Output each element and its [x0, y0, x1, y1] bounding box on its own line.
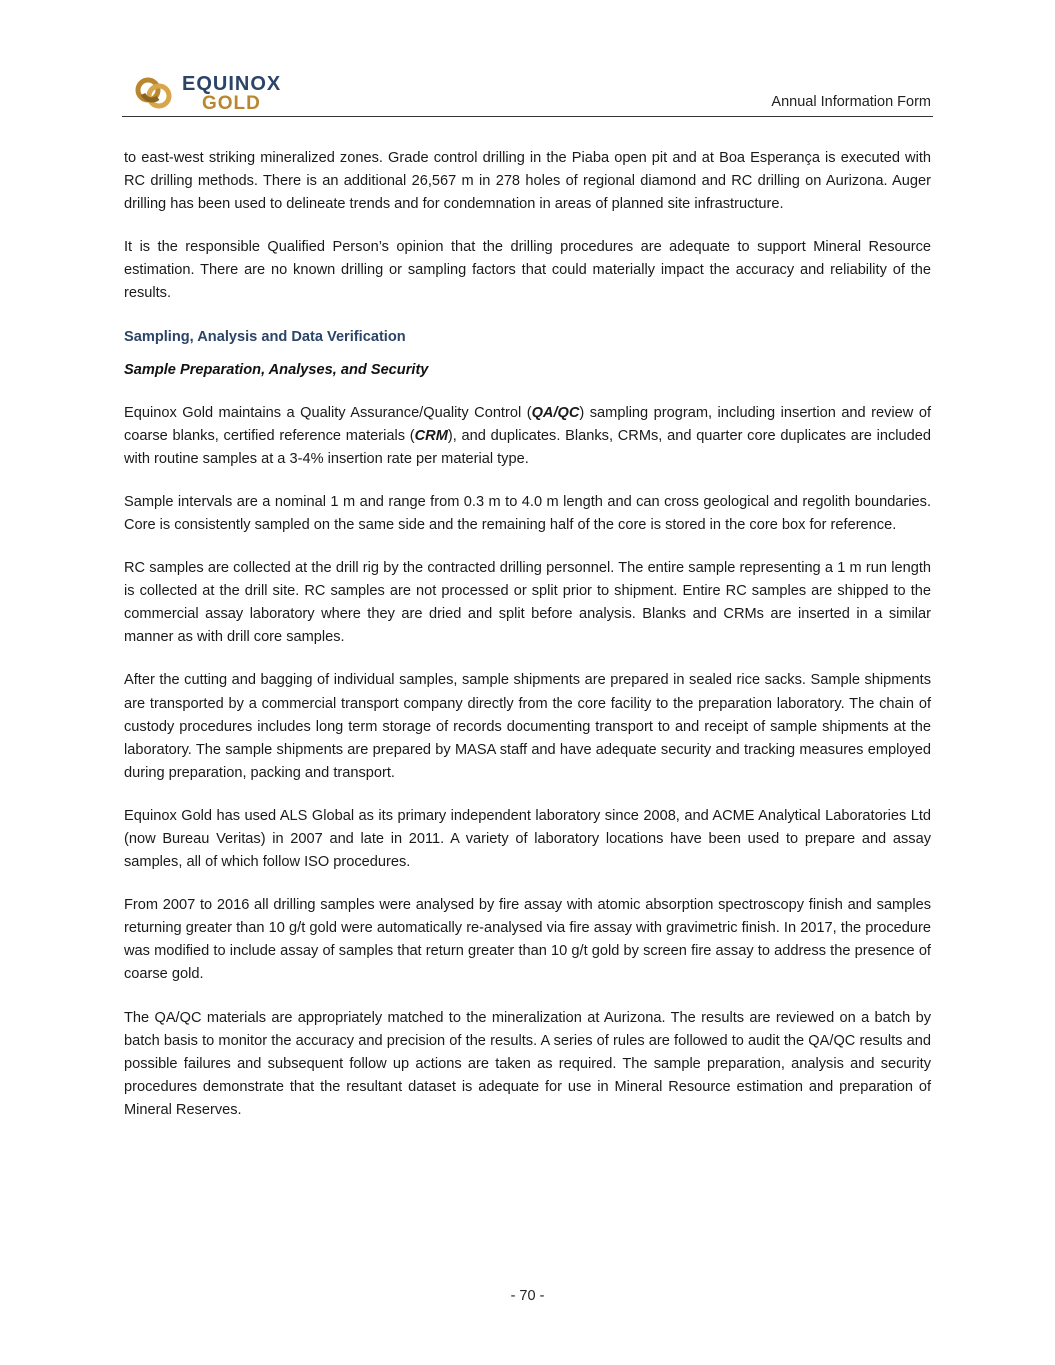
paragraph-text: Equinox Gold maintains a Quality Assurance/Quality Control (: [124, 404, 532, 421]
defined-term: CRM: [414, 427, 448, 444]
logo-rings-icon: [132, 72, 178, 114]
page-body: [124, 147, 931, 1122]
paragraph-text: ) sampling program, including insertion and review of coarse blanks, certified reference materials (: [124, 404, 931, 444]
section-heading: Sampling, Analysis and Data Verification: [124, 328, 406, 345]
paragraph: Sample intervals are a nominal 1 m and range from 0.3 m to 4.0 m length and can cross geological and regolith boundaries. Core is consistently sampled on the same side and the remaining half of the core is stored in the core box for reference.: [124, 493, 931, 533]
paragraph: It is the responsible Qualified Person’s opinion that the drilling procedures are adequate to support Mineral Resource estimation. There are no known drilling or sampling factors that could materially impact the accuracy and reliability of the results.: [124, 239, 931, 302]
defined-term: QA/QC: [531, 404, 580, 421]
paragraph: to east-west striking mineralized zones. Grade control drilling in the Piaba open pit and at Boa Esperança is executed with RC drilling methods. There is an additional 26,567 m in 278 holes of regional diamond and RC drilling on Aurizona. Auger drilling has been used to delineate trends and for condemnation in areas of planned site infrastructure.: [124, 150, 931, 213]
document-title: Annual Information Form: [771, 94, 931, 110]
logo-word-gold: GOLD: [202, 93, 261, 114]
page-number: - 70 -: [510, 1288, 545, 1304]
subsection-heading: Sample Preparation, Analyses, and Security: [124, 361, 429, 378]
company-logo: [132, 72, 302, 114]
page-header: [122, 68, 933, 117]
paragraph: RC samples are collected at the drill rig by the contracted drilling personnel. The entire sample representing a 1 m run length is collected at the drill site. RC samples are not processed or split prior to shipment. Entire RC samples are shipped to the commercial assay laboratory where they are dried and split before analysis. Blanks and CRMs are inserted in a similar manner as with drill core samples.: [124, 560, 931, 646]
paragraph: Equinox Gold has used ALS Global as its primary independent laboratory since 2008, and ACME Analytical Laboratories Ltd (now Bureau Veritas) in 2007 and late in 2011. A variety of laboratory locations have been used to prepare and assay samples, all of which follow ISO procedures.: [124, 807, 931, 871]
paragraph: [124, 402, 931, 471]
paragraph: From 2007 to 2016 all drilling samples were analysed by fire assay with atomic absorption spectroscopy finish and samples returning greater than 10 g/t gold were automatically re-analysed via fire assay with gravimetric finish. In 2017, the procedure was modified to include assay of samples that return greater than 10 g/t gold by screen fire assay to address the presence of coarse gold.: [124, 897, 931, 983]
logo-word-equinox: EQUINOX: [182, 73, 282, 95]
paragraph: The QA/QC materials are appropriately matched to the mineralization at Aurizona. The results are reviewed on a batch by batch basis to monitor the accuracy and precision of the results. A series of rules are followed to audit the QA/QC results and possible failures and subsequent follow up actions are taken as required. The sample preparation, analysis and security procedures demonstrate that the resultant dataset is adequate for use in Mineral Resource estimation and preparation of Mineral Reserves.: [124, 1009, 931, 1118]
paragraph: After the cutting and bagging of individual samples, sample shipments are prepared in sealed rice sacks. Sample shipments are transported by a commercial transport company directly from the core facility to the preparation laboratory. The chain of custody procedures includes long term storage of records documenting transport to and receipt of sample shipments at the laboratory. The sample shipments are prepared by MASA staff and have adequate security and tracking measures employed during preparation, packing and transport.: [124, 672, 931, 781]
paragraph-text: ), and duplicates. Blanks, CRMs, and quarter core duplicates are included with routine samples at a 3-4% insertion rate per material type.: [124, 427, 931, 467]
